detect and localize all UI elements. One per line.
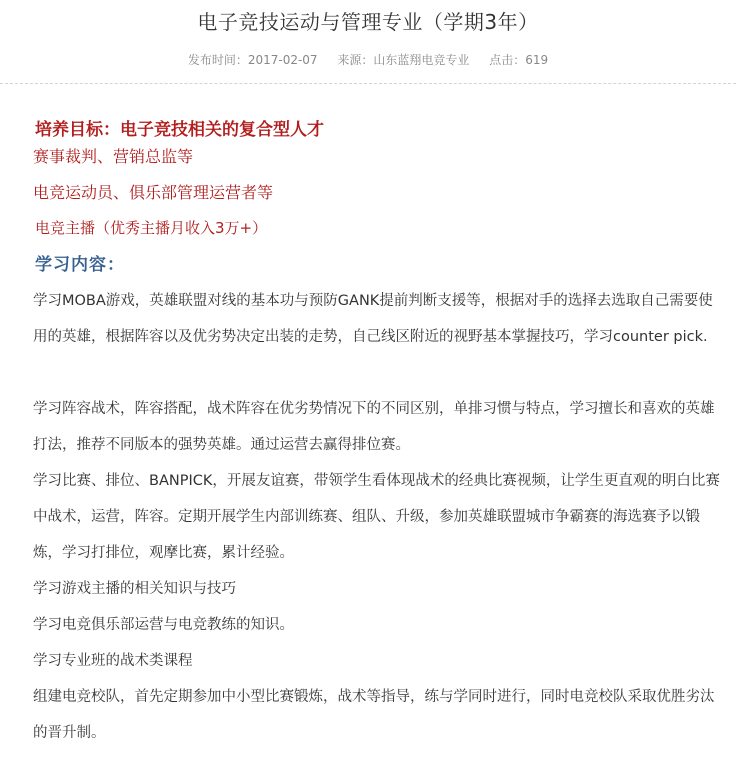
goal-line: 电竞主播（优秀主播月收入3万+） bbox=[35, 219, 268, 237]
goal-heading: 培养目标：电子竞技相关的复合型人才 bbox=[35, 120, 324, 140]
publish-date: 发布时间：2017-02-07 bbox=[187, 53, 318, 67]
click-count: 点击：619 bbox=[489, 53, 549, 67]
goal-line: 赛事裁判、营销总监等 bbox=[33, 147, 194, 166]
goal-line: 电竞运动员、俱乐部管理运营者等 bbox=[33, 183, 274, 202]
content-paragraph: 学习专业班的战术类课程 bbox=[33, 653, 193, 669]
content-paragraph: 学习阵容战术，阵容搭配，战术阵容在优劣势情况下的不同区别，单排习惯与特点，学习擅长和喜欢的英雄打法，推荐不同版本的强势英雄。通过运营去赢得排位赛。 bbox=[33, 401, 715, 453]
header-divider bbox=[0, 83, 736, 84]
article-title: 电子竞技运动与管理专业（学期3年） bbox=[197, 10, 539, 34]
content-paragraph: 学习电竞俱乐部运营与电竞教练的知识。 bbox=[33, 617, 294, 633]
content-paragraph: 学习比赛、排位、BANPICK，开展友谊赛，带领学生看体现战术的经典比赛视频，让学生更直观的明白比赛中战术，运营，阵容。定期开展学生内部训练赛、组队、升级，参加英雄联盟城市争霸赛的海选赛予以锻炼，学习打排位，观摩比赛，累计经验。 bbox=[33, 473, 720, 561]
article-source: 来源：山东蓝翔电竞专业 bbox=[337, 53, 470, 67]
content-paragraph: 学习MOBA游戏，英雄联盟对线的基本功与预防GANK提前判断支援等，根据对手的选择去选取自己需要使用的英雄，根据阵容以及优劣势决定出装的走势，自己线区附近的视野基本掌握技巧，学习counter pick. bbox=[33, 293, 713, 345]
study-heading: 学习内容： bbox=[35, 255, 125, 275]
content-paragraph: 组建电竞校队，首先定期参加中小型比赛锻炼，战术等指导，练与学同时进行，同时电竞校队采取优胜劣汰的晋升制。 bbox=[33, 689, 715, 741]
article-meta bbox=[0, 52, 736, 68]
content-paragraph: 学习游戏主播的相关知识与技巧 bbox=[33, 581, 236, 597]
